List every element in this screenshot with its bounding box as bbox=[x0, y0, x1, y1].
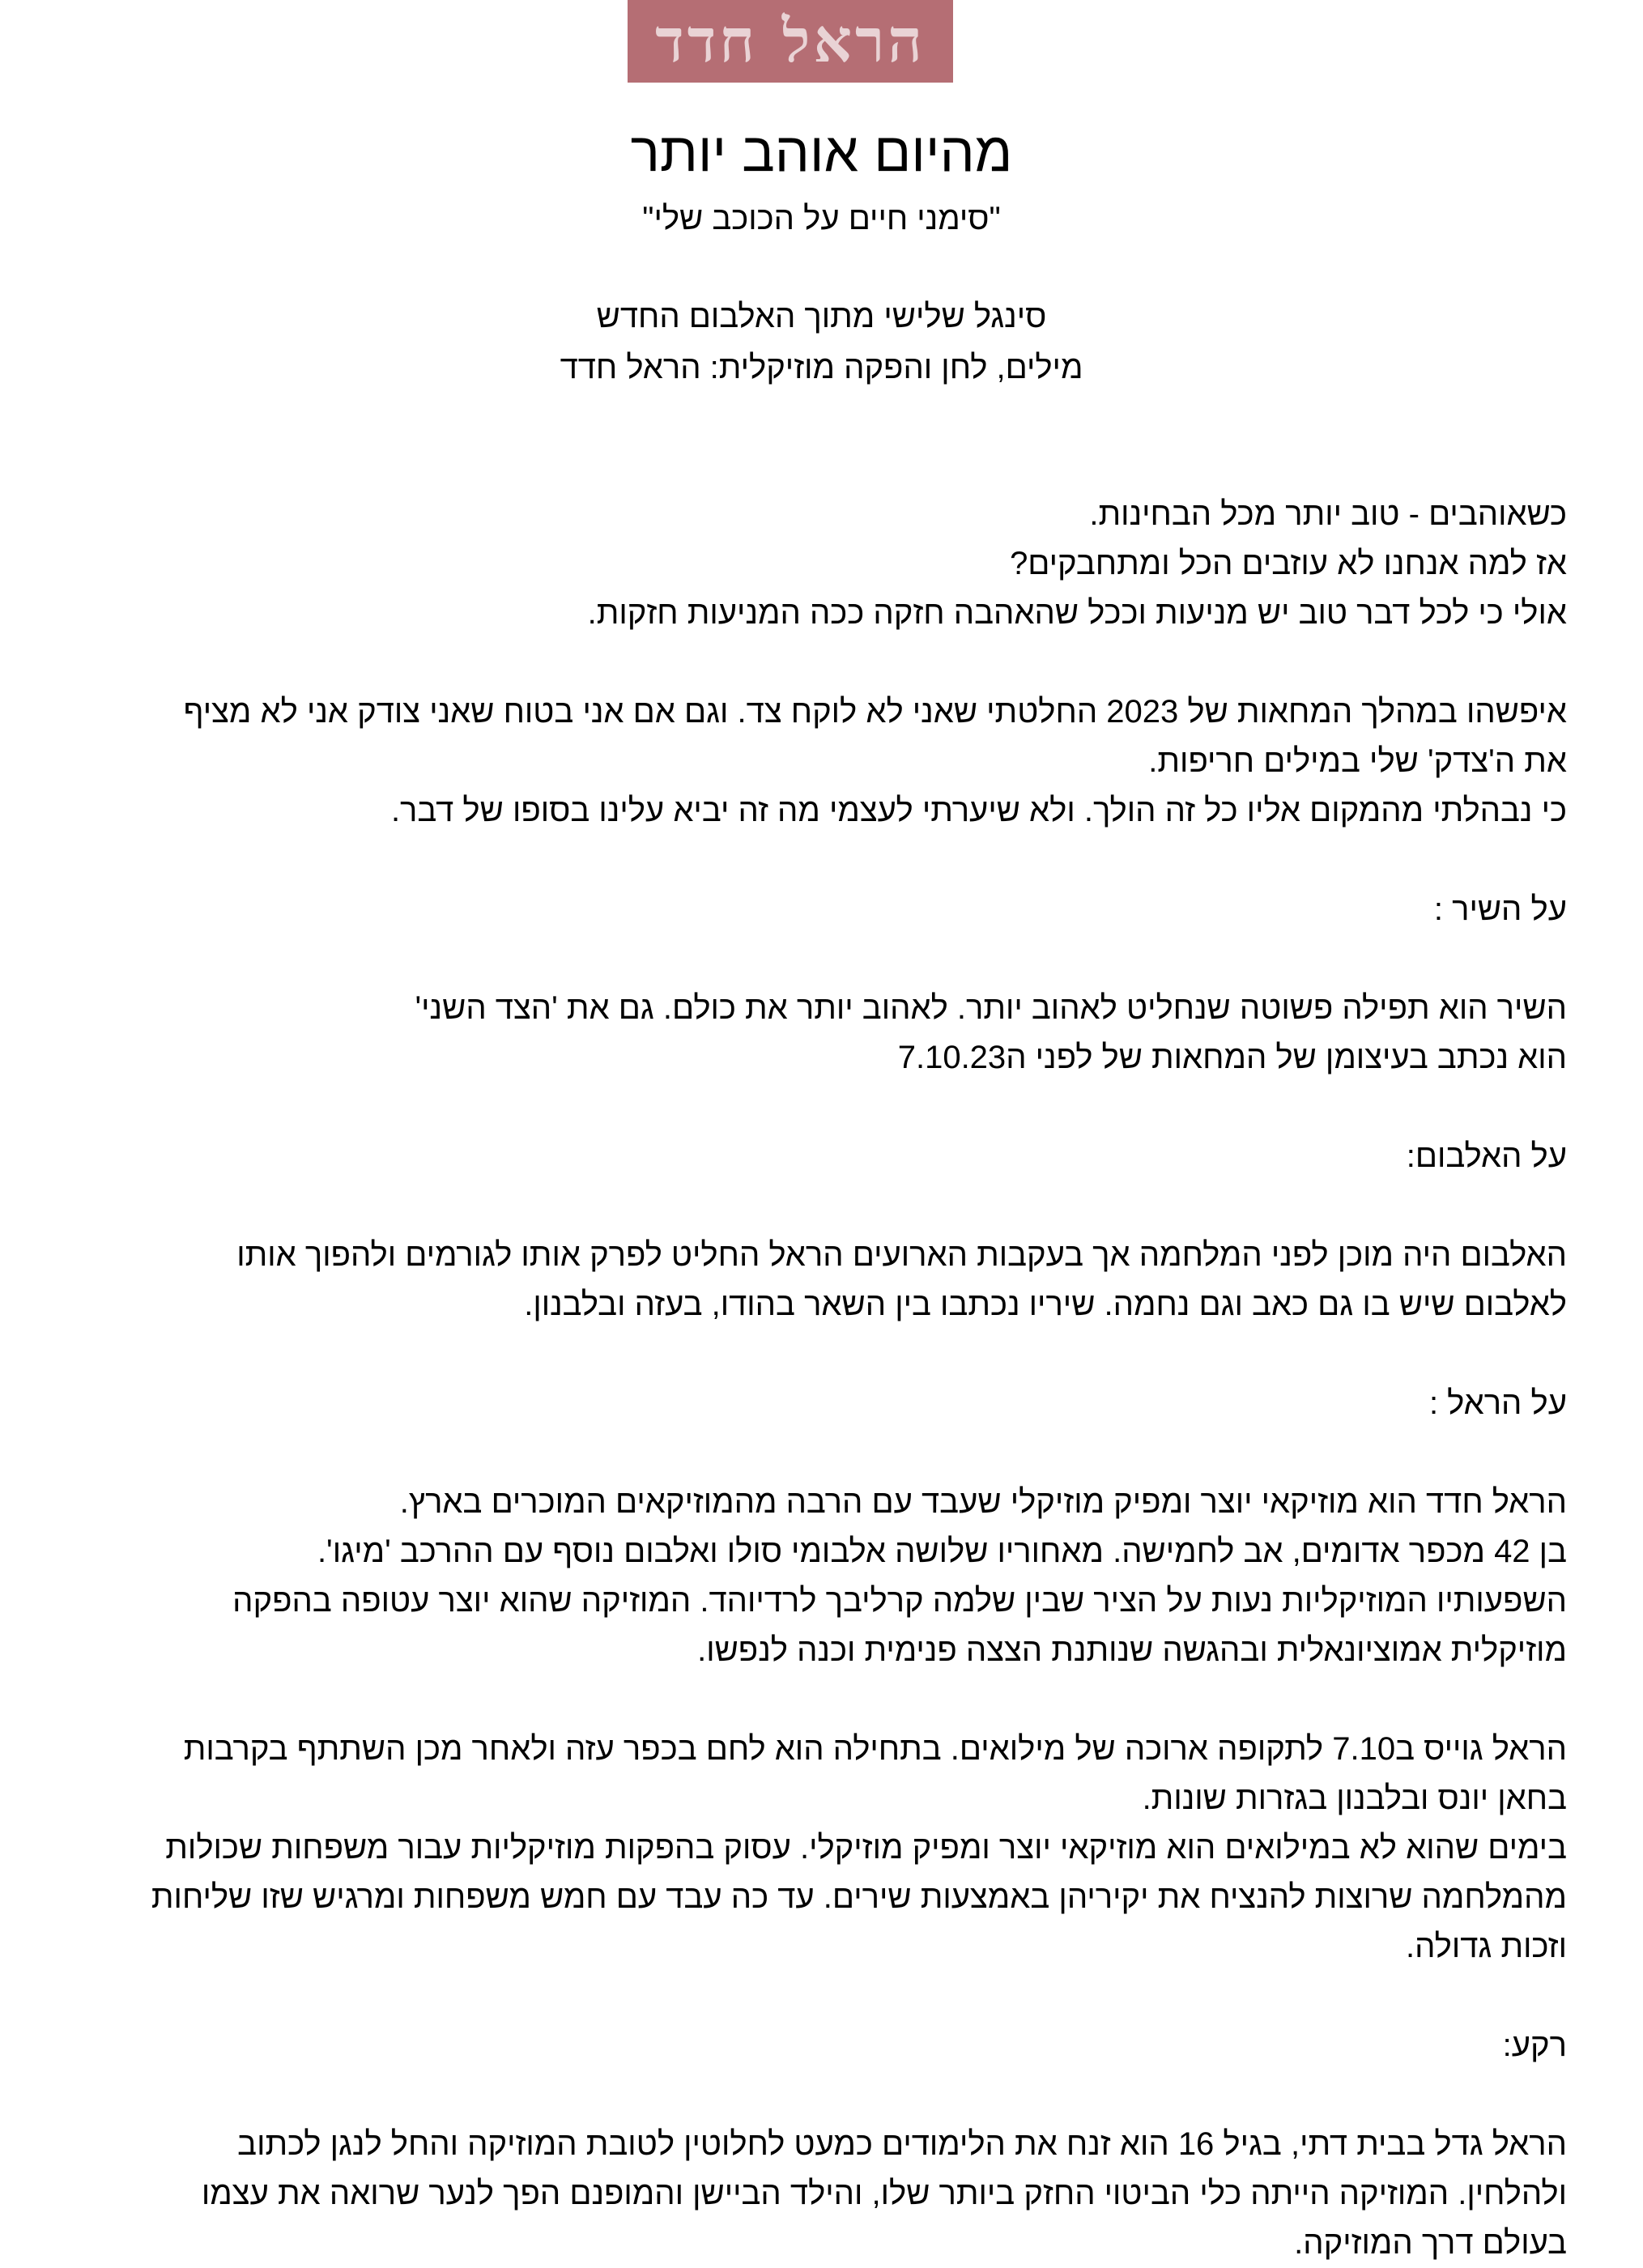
paragraph-spacer bbox=[45, 2070, 1567, 2120]
about-line: בן 42 מכפר אדומים, אב לחמישה. מאחוריו שלושה אלבומי סולו ואלבום נוסף עם ההרכב 'מיגו'. bbox=[317, 1534, 1567, 1569]
protests-line: איפשהו במהלך המחאות של 2023 החלטתי שאני לא לוקח צד. וגם אם אני בטוח שאני צודק אני לא מציף bbox=[183, 694, 1567, 730]
paragraph-spacer bbox=[45, 1083, 1567, 1132]
protests-line: את ה'צדק' שלי במילים חריפות. bbox=[1148, 743, 1567, 779]
reserves-line: בחאן יונס ובלבנון בגזרות שונות. bbox=[1142, 1781, 1567, 1816]
about-line: השפעותיו המוזיקליות נעות על הציר שבין שלמה קרליבך לרדיוהד. המוזיקה שהוא יוצר עטופה בהפקה bbox=[232, 1583, 1567, 1619]
section-heading-about: על הראל : bbox=[1428, 1385, 1567, 1421]
song-line: השיר הוא תפילה פשוטה שנחליט לאהוב יותר. לאהוב יותר את כולם. גם את 'הצד השני' bbox=[415, 990, 1567, 1026]
reserves-line: וזכות גדולה. bbox=[1406, 1929, 1567, 1964]
album-line: האלבום היה מוכן לפני המלחמה אך בעקבות הארועים הראל החליט לפרק אותו לגורמים ולהפוך אותו bbox=[236, 1237, 1567, 1273]
section-heading-background: רקע: bbox=[1502, 2028, 1567, 2063]
artist-logo-text: הראל חדד bbox=[655, 6, 926, 76]
press-release-body bbox=[45, 490, 1567, 2268]
single-credit: סינגל שלישי מתוך האלבום החדש bbox=[596, 299, 1047, 334]
paragraph-spacer bbox=[45, 1675, 1567, 1725]
paragraph-spacer bbox=[45, 1428, 1567, 1478]
paragraph-spacer bbox=[45, 836, 1567, 885]
paragraph-spacer bbox=[45, 1330, 1567, 1379]
song-line: הוא נכתב בעיצומן של המחאות של לפני ה7.10.23 bbox=[897, 1040, 1567, 1075]
reserves-line: הראל גוייס ב7.10 לתקופה ארוכה של מילואים. בתחילה הוא לחם בכפר עזה ולאחר מכן השתתף בקרבות bbox=[183, 1731, 1567, 1767]
background-line: ולהלחין. המוזיקה הייתה כלי הביטוי החזק ביותר שלו, והילד הביישן והמופנם הפך לנער שרואה את עצמו bbox=[201, 2176, 1567, 2211]
protests-line: כי נבהלתי מהמקום אליו כל זה הולך. ולא שיערתי לעצמי מה זה יביא עלינו בסופו של דבר. bbox=[390, 793, 1567, 828]
about-line: מוזיקלית אמוציונאלית ובהגשה שנותנת הצצה פנימית וכנה לנפשו. bbox=[697, 1632, 1567, 1668]
paragraph-spacer bbox=[45, 1972, 1567, 2021]
song-subtitle: "סימני חיים על הכוכב שלי" bbox=[642, 201, 1001, 236]
about-line: הראל חדד הוא מוזיקאי יוצר ומפיק מוזיקלי שעבד עם הרבה מהמוזיקאים המוכרים בארץ. bbox=[399, 1484, 1567, 1520]
intro-line: אז למה אנחנו לא עוזבים הכל ומתחבקים? bbox=[1010, 546, 1567, 581]
background-line: הראל גדל בבית דתי, בגיל 16 הוא זנח את הלימודים כמעט לחלוטין לטובת המוזיקה והחל לנגן לכתוב bbox=[237, 2126, 1567, 2162]
paragraph-spacer bbox=[45, 638, 1567, 687]
page-title: מהיום אוהב יותר bbox=[630, 121, 1013, 183]
album-line: לאלבום שיש בו גם כאב וגם נחמה. שיריו נכתבו בין השאר בהודו, בעזה ובלבנון. bbox=[524, 1287, 1567, 1322]
reserves-line: מהמלחמה שרוצות להנציח את יקיריהן באמצעות שירים. עד כה עבד עם חמש משפחות ומרגיש שזו שליחות bbox=[151, 1879, 1567, 1915]
background-line: בעולם דרך המוזיקה. bbox=[1294, 2225, 1567, 2261]
writing-credit: מילים, לחן והפקה מוזיקלית: הראל חדד bbox=[560, 350, 1083, 385]
artist-logo bbox=[628, 0, 953, 83]
intro-line: כשאוהבים - טוב יותר מכל הבחינות. bbox=[1089, 496, 1567, 532]
section-heading-album: על האלבום: bbox=[1406, 1138, 1567, 1174]
paragraph-spacer bbox=[45, 1181, 1567, 1231]
reserves-line: בימים שהוא לא במילואים הוא מוזיקאי יוצר ומפיק מוזיקלי. עסוק בהפקות מוזיקליות עבור משפחות שכולות bbox=[165, 1830, 1567, 1866]
intro-line: אולי כי לכל דבר טוב יש מניעות וככל שהאהבה חזקה ככה המניעות חזקות. bbox=[587, 595, 1567, 631]
section-heading-song: על השיר : bbox=[1433, 891, 1567, 927]
paragraph-spacer bbox=[45, 934, 1567, 984]
